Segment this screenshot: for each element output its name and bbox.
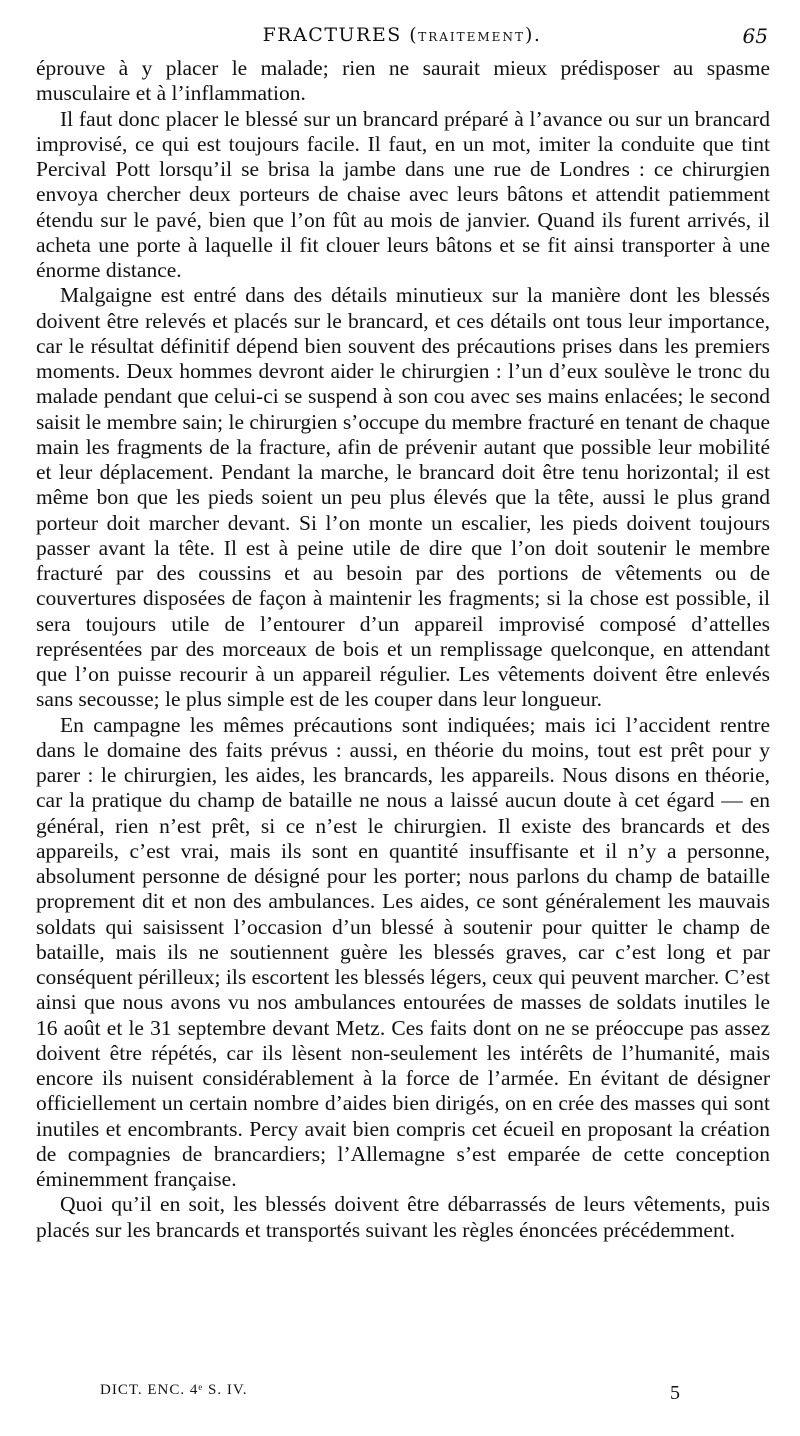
running-title-close-paren: ). (524, 24, 542, 46)
sheet-number: 5 (670, 1382, 680, 1404)
running-title-subtitle: TRAITEMENT (418, 30, 525, 44)
paragraph-continued: éprouve à y placer le malade; rien ne saurait mieux prédisposer au spasme musculaire et à l’inflammation. (36, 56, 770, 106)
running-title (36, 24, 768, 46)
page-number: 65 (742, 24, 768, 48)
running-title-open-paren: ( (409, 24, 419, 46)
page-footer (100, 1382, 700, 1408)
paragraph-campaign: En campagne les mêmes précautions sont indiquées; mais ici l’accident rentre dans le domaine des faits prévus : aussi, en théorie du moins, tout est prêt pour y parer : le chirurgien, les aides, les brancards, les appareils. Nous disons en théorie, car la pratique du champ de bataille ne nous a laissé aucun doute à cet égard — en général, rien n’est prêt, si ce n’est le chirurgien. Il existe des brancards et des appareils, c’est vrai, mais ils sont en quantité insuffisante et il n’y a personne, absolument personne de désigné pour les porter; nous parlons du champ de bataille proprement dit et non des ambulances. Les aides, ce sont généralement les mauvais soldats qui saisissent l’occasion d’un blessé à soutenir pour quitter le champ de bataille, mais ils ne soutiennent guère les blessés graves, car c’est long et par conséquent périlleux; ils escortent les blessés légers, ceux qui peuvent marcher. C’est ainsi que nous avons vu nos ambulances entourées de masses de soldats inutiles le 16 août et le 31 septembre devant Metz. Ces faits dont on ne se préoccupe pas assez doivent être répétés, car ils lèsent non-seulement les intérêts de l’humanité, mais encore ils nuisent considérablement à la force de l’armée. En évitant de désigner officiellement un certain nombre d’aides bien dirigés, on en crée des masses qui sont inutiles et encombrants. Percy avait bien compris cet écueil en proposant la création de compagnies de brancardiers; l’Allemagne s’est emparée de cette conception éminemment française. (36, 712, 770, 1191)
paragraph-malgaigne-transport: Malgaigne est entré dans des détails minutieux sur la manière dont les blessés doivent être relevés et placés sur le brancard, et ces détails ont tous leur importance, car le résultat définitif dépend bien souvent des précautions prises dans les premiers moments. Deux hommes devront aider le chirurgien : l’un d’eux soulève le tronc du malade pendant que celui-ci se suspend à son cou avec ses mains enlacées; le second saisit le membre sain; le chirurgien s’occupe du membre fracturé en tenant de chaque main les fragments de la fracture, afin de prévenir autant que possible leur mobilité et leur déplacement. Pendant la marche, le brancard doit être tenu horizontal; il est même bon que les pieds soient un peu plus élevés que la tête, aussi le plus grand porteur doit marcher devant. Si l’on monte un escalier, les pieds doivent toujours passer avant la tête. Il est à peine utile de dire que l’on doit soutenir le membre fracturé par des coussins et au besoin par des portions de vêtements ou de couvertures disposées de façon à maintenir les fragments; si la chose est possible, il sera toujours utile de l’entourer d’un appareil improvisé composé d’attelles représentées par des morceaux de bois et un remplissage quelconque, en attendant que l’on puisse recourir à un appareil régulier. Les vêtements doivent être enlevés sans secousse; le plus simple est de les couper dans leur longueur. (36, 283, 770, 712)
running-head (36, 24, 768, 50)
printer-signature: DICT. ENC. 4ᵉ S. IV. (100, 1382, 248, 1398)
body-text (36, 56, 770, 1243)
paragraph-pott-anecdote: Il faut donc placer le blessé sur un brancard préparé à l’avance ou sur un brancard improvisé, ce qui est toujours facile. Il faut, en un mot, imiter la conduite que tint Percival Pott lorsqu’il se brisa la jambe dans une rue de Londres : ce chirurgien envoya chercher deux porteurs de chaise avec leurs bâtons et attendit patiemment étendu sur le pavé, bien que l’on fût au mois de janvier. Quand ils furent arrivés, il acheta une porte à laquelle il fit clouer leurs bâtons et se fit ainsi transporter à une énorme distance. (36, 106, 770, 282)
paragraph-conclusion: Quoi qu’il en soit, les blessés doivent être débarrassés de leurs vêtements, puis placés sur les brancards et transportés suivant les règles énoncées précédemment. (36, 1192, 770, 1242)
running-title-main: FRACTURES (262, 24, 402, 46)
